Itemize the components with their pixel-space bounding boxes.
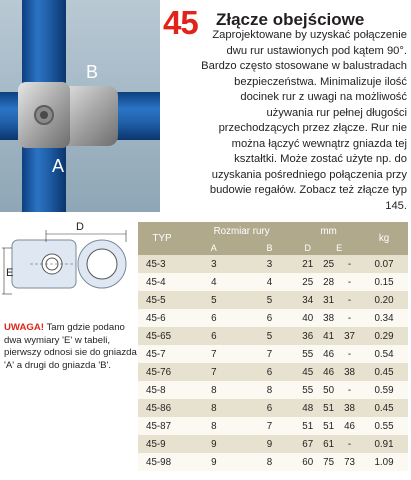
cell-a: 6 (186, 309, 242, 327)
cell-e1: 75 (318, 453, 339, 471)
cell-a: 8 (186, 417, 242, 435)
cell-e1: 28 (318, 273, 339, 291)
cell-b: 8 (242, 381, 298, 399)
cell-kg: 0.20 (360, 291, 408, 309)
col-e: E (318, 241, 360, 255)
cell-a: 6 (186, 327, 242, 345)
cell-e2: 46 (339, 417, 360, 435)
cell-typ: 45-8 (138, 381, 186, 399)
table-row (138, 399, 408, 417)
cell-d: 51 (297, 417, 318, 435)
cell-a: 8 (186, 399, 242, 417)
cell-e2: 37 (339, 327, 360, 345)
cell-typ: 45-3 (138, 255, 186, 273)
cell-b: 5 (242, 291, 298, 309)
cell-kg: 0.54 (360, 345, 408, 363)
cell-b: 6 (242, 399, 298, 417)
diagram-label-d: D (76, 221, 84, 233)
cell-d: 60 (297, 453, 318, 471)
cell-b: 8 (242, 453, 298, 471)
table-row (138, 273, 408, 291)
cell-a: 9 (186, 453, 242, 471)
cell-e2: 38 (339, 363, 360, 381)
cell-typ: 45-4 (138, 273, 186, 291)
table-row (138, 435, 408, 453)
cell-typ: 45-5 (138, 291, 186, 309)
cell-d: 21 (297, 255, 318, 273)
cell-e1: 51 (318, 417, 339, 435)
table-row (138, 291, 408, 309)
cell-typ: 45-87 (138, 417, 186, 435)
product-description: Zaprojektowane by uzyskać połączenie dwu rur ustawionych pod kątem 90°. Bardzo często stosowane w balustradach bezpieczeństwa. Minimalizuje ilość docinek rur z uwagi na możliwość używania rur pełnej długości przechodzących przez złącze. Rur nie można łączyć wewnątrz gniazda tej kształtki. Może zostać użyte np. do uzyskania pośredniego połączenia przy budowie regałów. Zobacz też złącze typ 145. (201, 29, 407, 212)
table-row (138, 363, 408, 381)
cell-e2: 73 (339, 453, 360, 471)
col-d: D (297, 241, 318, 255)
col-kg: kg (360, 222, 408, 255)
cell-kg: 0.07 (360, 255, 408, 273)
cell-b: 7 (242, 345, 298, 363)
cell-e1: 46 (318, 363, 339, 381)
cell-b: 7 (242, 417, 298, 435)
cell-typ: 45-9 (138, 435, 186, 453)
cell-e1: 38 (318, 309, 339, 327)
cell-kg: 0.29 (360, 327, 408, 345)
cell-e1: 51 (318, 399, 339, 417)
cell-a: 4 (186, 273, 242, 291)
dimension-diagram (0, 220, 140, 300)
cell-kg: 0.55 (360, 417, 408, 435)
cell-b: 3 (242, 255, 298, 273)
cell-e2: - (339, 381, 360, 399)
cell-a: 7 (186, 363, 242, 381)
cell-e2: - (339, 309, 360, 327)
cell-d: 45 (297, 363, 318, 381)
cell-e1: 25 (318, 255, 339, 273)
cell-d: 36 (297, 327, 318, 345)
cell-e2: 38 (339, 399, 360, 417)
cell-a: 9 (186, 435, 242, 453)
cell-e1: 31 (318, 291, 339, 309)
cell-typ: 45-98 (138, 453, 186, 471)
cell-b: 6 (242, 363, 298, 381)
cell-e1: 41 (318, 327, 339, 345)
cell-a: 8 (186, 381, 242, 399)
cell-kg: 0.15 (360, 273, 408, 291)
cell-e2: - (339, 273, 360, 291)
cell-kg: 0.59 (360, 381, 408, 399)
cell-e1: 50 (318, 381, 339, 399)
diagram-label-e: E (6, 267, 14, 279)
cell-b: 9 (242, 435, 298, 453)
cell-typ: 45-7 (138, 345, 186, 363)
cell-kg: 0.91 (360, 435, 408, 453)
warning-label: UWAGA! (4, 322, 44, 333)
product-photo (0, 0, 160, 212)
col-rozmiar: Rozmiar rury (186, 222, 297, 241)
cell-b: 6 (242, 309, 298, 327)
cell-typ: 45-86 (138, 399, 186, 417)
spec-table-body (138, 255, 408, 471)
cell-b: 4 (242, 273, 298, 291)
cell-kg: 0.45 (360, 363, 408, 381)
cell-b: 5 (242, 327, 298, 345)
cell-kg: 0.45 (360, 399, 408, 417)
cell-typ: 45-65 (138, 327, 186, 345)
cell-d: 40 (297, 309, 318, 327)
col-mm: mm (297, 222, 360, 241)
warning-text: Tam gdzie podano dwa wymiary 'E' w tabeli, pierwszy odnosi sie do gniazda 'A' a drugi do gniazda 'B'. (4, 322, 137, 371)
photo-label-b: B (86, 62, 99, 82)
cell-d: 55 (297, 345, 318, 363)
table-row (138, 309, 408, 327)
table-row (138, 255, 408, 273)
cell-d: 67 (297, 435, 318, 453)
cell-kg: 1.09 (360, 453, 408, 471)
spec-table (138, 222, 408, 471)
col-b: B (242, 241, 298, 255)
cell-d: 25 (297, 273, 318, 291)
cell-d: 48 (297, 399, 318, 417)
cell-typ: 45-76 (138, 363, 186, 381)
table-row (138, 453, 408, 471)
product-title: Złącze obejściowe (216, 10, 365, 29)
col-a: A (186, 241, 242, 255)
cell-a: 3 (186, 255, 242, 273)
cell-a: 7 (186, 345, 242, 363)
photo-label-a: A (52, 156, 65, 176)
cell-a: 5 (186, 291, 242, 309)
table-row (138, 327, 408, 345)
table-row (138, 417, 408, 435)
cell-e2: - (339, 255, 360, 273)
cell-e2: - (339, 435, 360, 453)
table-row (138, 345, 408, 363)
product-code: 45 (163, 4, 198, 41)
warning-note (4, 322, 138, 372)
col-typ: TYP (138, 222, 186, 255)
cell-kg: 0.34 (360, 309, 408, 327)
cell-e1: 46 (318, 345, 339, 363)
cell-d: 34 (297, 291, 318, 309)
table-row (138, 381, 408, 399)
cell-e1: 61 (318, 435, 339, 453)
cell-e2: - (339, 345, 360, 363)
cell-typ: 45-6 (138, 309, 186, 327)
cell-d: 55 (297, 381, 318, 399)
cell-e2: - (339, 291, 360, 309)
